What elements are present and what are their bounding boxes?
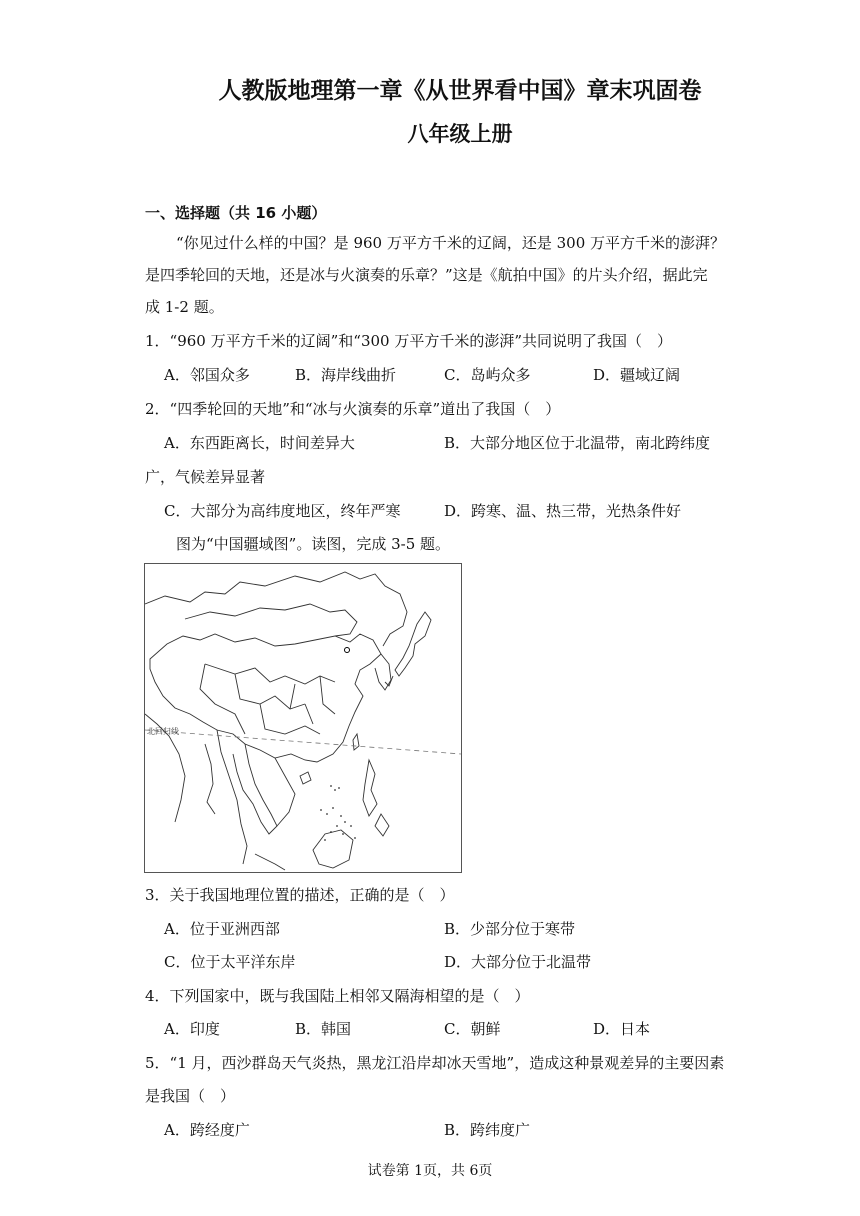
q1-option-b: B．海岸线曲折 (295, 366, 397, 384)
south-china-sea-islands (320, 785, 356, 841)
q1-option-a: A．邻国众多 (164, 366, 250, 384)
question-3-stem: 3．关于我国地理位置的描述，正确的是（ ） (145, 886, 455, 904)
q2-option-b-cont: 广，气候差异显著 (145, 468, 266, 486)
q5-option-b: B．跨纬度广 (444, 1121, 531, 1139)
q2-option-c: C．大部分为高纬度地区，终年严寒 (164, 502, 401, 520)
intro-map: 图为“中国疆域图”。读图，完成 3-5 题。 (176, 535, 451, 553)
q1-option-d: D．疆域辽阔 (593, 366, 681, 384)
china-territory-map (144, 563, 462, 873)
q5-option-a: A．跨经度广 (164, 1121, 250, 1139)
q4-option-c: C．朝鲜 (444, 1020, 501, 1038)
q1-option-c: C．岛屿众多 (444, 366, 531, 384)
intro-line-2: 是四季轮回的天地，还是冰与火演奏的乐章？”这是《航拍中国》的片头介绍，据此完 (145, 266, 708, 284)
document-title: 人教版地理第一章《从世界看中国》章末巩固卷 (218, 78, 702, 104)
q4-option-a: A．印度 (164, 1020, 220, 1038)
q3-option-d: D．大部分位于北温带 (444, 953, 592, 971)
question-5-stem-line-2: 是我国（ ） (145, 1087, 236, 1105)
page-footer: 试卷第 1页，共 6页 (367, 1163, 493, 1179)
question-5-stem-line-1: 5．“1 月，西沙群岛天气炎热，黑龙江沿岸却冰天雪地”，造成这种景观差异的主要因素 (145, 1054, 725, 1072)
section-heading: 一、选择题（共 16 小题） (145, 204, 327, 222)
q3-option-b: B．少部分位于寒带 (444, 920, 576, 938)
q2-option-b: B．大部分地区位于北温带，南北跨纬度 (444, 434, 711, 452)
q3-option-c: C．位于太平洋东岸 (164, 953, 296, 971)
intro-line-3: 成 1-2 题。 (145, 298, 224, 316)
question-2-stem: 2．“四季轮回的天地”和“冰与火演奏的乐章”道出了我国（ ） (145, 400, 561, 418)
document-subtitle: 八年级上册 (407, 122, 513, 146)
tropic-of-cancer-label: 北回归线 (147, 727, 179, 736)
capital-star-icon (345, 648, 350, 653)
question-4-stem: 4．下列国家中，既与我国陆上相邻又隔海相望的是（ ） (145, 987, 530, 1005)
question-1-stem: 1．“960 万平方千米的辽阔”和“300 万平方千米的澎湃”共同说明了我国（ ） (145, 332, 673, 350)
map-drawing (145, 564, 461, 872)
q2-option-a: A．东西距离长，时间差异大 (164, 434, 355, 452)
q4-option-b: B．韩国 (295, 1020, 352, 1038)
q3-option-a: A．位于亚洲西部 (164, 920, 280, 938)
intro-line-1: “你见过什么样的中国？是 960 万平方千米的辽阔，还是 300 万平方千米的澎湃？ (176, 234, 726, 252)
q2-option-d: D．跨寒、温、热三带，光热条件好 (444, 502, 682, 520)
q4-option-d: D．日本 (593, 1020, 651, 1038)
